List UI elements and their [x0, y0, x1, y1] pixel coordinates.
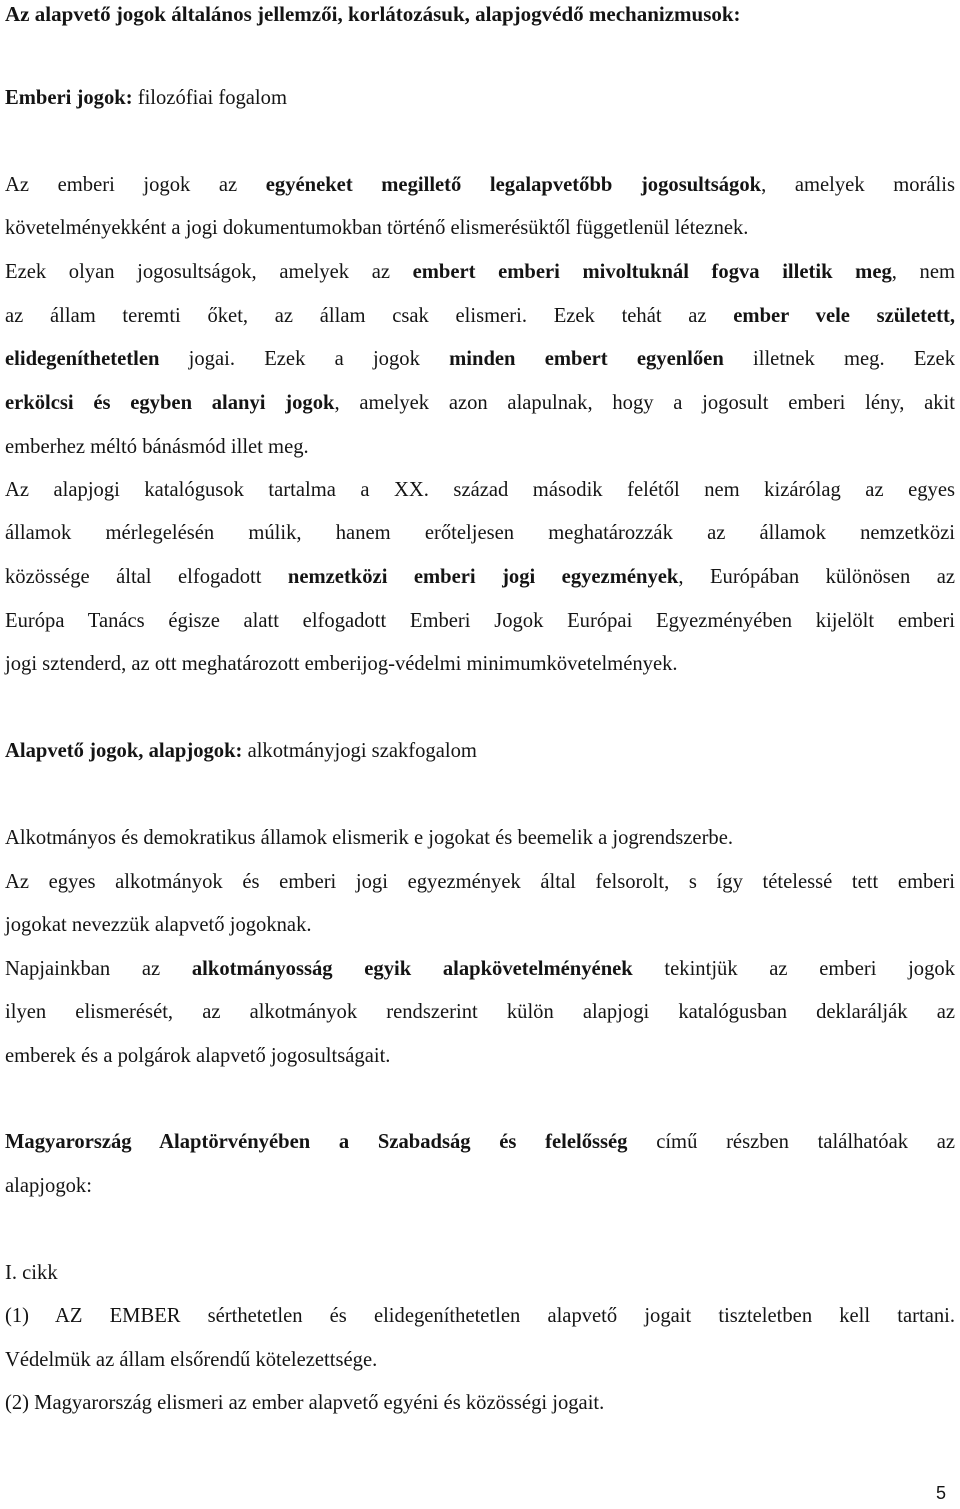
text-run: az állam teremti őket, az állam csak elismeri. Ezek tehát az [5, 305, 734, 327]
text-run: jogai. Ezek a jogok [159, 348, 450, 370]
paragraph-line [5, 608, 955, 634]
text-run: , amelyek azon alapulnak, hogy a jogosult emberi lény, akit [334, 392, 955, 414]
paragraph-line [5, 956, 955, 982]
text-run: jogokat nevezzük alapvető jogoknak. [5, 914, 312, 936]
paragraph-line [5, 564, 955, 590]
text-run: tekintjük az emberi jogok [632, 958, 955, 980]
bold-text-run: erkölcsi és egyben alanyi jogok [5, 392, 335, 414]
paragraph-line [5, 869, 955, 895]
bold-text-run: Magyarország Alaptörvényében a Szabadság és felelősség [5, 1131, 628, 1153]
text-run: Alkotmányos és demokratikus államok elismerik e jogokat és beemelik a jogrendszerbe. [5, 827, 734, 849]
bold-text-run: minden embert egyenlően [449, 348, 724, 370]
text-run: Napjainkban az [5, 958, 192, 980]
text-run: alapjogok: [5, 1175, 92, 1197]
paragraph-line [5, 215, 955, 241]
text-run: Az alapjogi katalógusok tartalma a XX. század második felétől nem kizárólag az egyes [5, 479, 955, 501]
paragraph-line [5, 1347, 955, 1373]
paragraph-line [5, 1173, 955, 1199]
paragraph-line [5, 825, 955, 851]
paragraph-line [5, 651, 955, 677]
paragraph-line [5, 1043, 955, 1069]
article-heading: I. cikk [5, 1262, 58, 1284]
text-run: Ezek olyan jogosultságok, amelyek az [5, 261, 413, 283]
heading-bold: Alapvető jogok, alapjogok: [5, 740, 243, 762]
text-run: jogi sztenderd, az ott meghatározott emberijog-védelmi minimumkövetelmények. [5, 653, 678, 675]
heading-rest: alkotmányjogi szakfogalom [242, 740, 477, 762]
paragraph-line [5, 259, 955, 285]
bold-text-run: embert emberi mivoltuknál fogva illetik meg [412, 261, 892, 283]
page-title: Az alapvető jogok általános jellemzői, korlátozásuk, alapjogvédő mechanizmusok: [5, 2, 741, 26]
paragraph-line [5, 172, 955, 198]
section-heading-fundamental-rights [5, 738, 955, 764]
text-run: című részben találhatóak az [627, 1131, 955, 1153]
text-run: ilyen elismerését, az alkotmányok rendszerint külön alapjogi katalógusban deklarálják az [5, 1001, 955, 1023]
text-run: közössége által elfogadott [5, 566, 288, 588]
bold-text-run: elidegeníthetetlen [5, 348, 160, 370]
paragraph-line [5, 390, 955, 416]
heading-bold: Emberi jogok: [5, 87, 133, 109]
text-run: , nem [891, 261, 955, 283]
page-number: 5 [936, 1483, 947, 1503]
text-run: Védelmük az állam elsőrendű kötelezettsége. [5, 1349, 378, 1371]
bold-text-run: ember vele született, [733, 305, 955, 327]
paragraph-line [5, 912, 955, 938]
text-run: államok mérlegelésén múlik, hanem erőteljesen meghatározzák az államok nemzetközi [5, 522, 955, 544]
text-run: (2) Magyarország elismeri az ember alapvető egyéni és közösségi jogait. [5, 1392, 605, 1414]
paragraph-line [5, 477, 955, 503]
paragraph-line [5, 1129, 955, 1155]
text-run: Az emberi jogok az [5, 174, 266, 196]
paragraph-line [5, 346, 955, 372]
text-run: (1) AZ EMBER sérthetetlen és elidegeníthetetlen alapvető jogait tiszteletben kell tartani. [5, 1305, 955, 1327]
paragraph-line [5, 303, 955, 329]
paragraph-line [5, 1303, 955, 1329]
bold-text-run: egyéneket megillető legalapvetőbb jogosultságok [265, 174, 762, 196]
text-run: , Európában különösen az [678, 566, 955, 588]
paragraph-line [5, 520, 955, 546]
paragraph-line [5, 1390, 955, 1416]
text-run: emberhez méltó bánásmód illet meg. [5, 436, 309, 458]
bold-text-run: nemzetközi emberi jogi egyezmények [287, 566, 679, 588]
text-run: Európa Tanács égisze alatt elfogadott Emberi Jogok Európai Egyezményében kijelölt emberi [5, 610, 955, 632]
paragraph-line [5, 999, 955, 1025]
section-heading-human-rights [5, 85, 955, 111]
bold-text-run: alkotmányosság egyik alapkövetelményének [191, 958, 633, 980]
text-run: , amelyek morális [761, 174, 955, 196]
heading-rest: filozófiai fogalom [132, 87, 287, 109]
text-run: követelményekként a jogi dokumentumokban történő elismerésüktől függetlenül léteznek. [5, 217, 749, 239]
text-run: illetnek meg. Ezek [723, 348, 955, 370]
text-run: emberek és a polgárok alapvető jogosultságait. [5, 1045, 391, 1067]
paragraph-line [5, 434, 955, 460]
text-run: Az egyes alkotmányok és emberi jogi egyezmények által felsorolt, s így tételessé tett emberi [5, 871, 955, 893]
